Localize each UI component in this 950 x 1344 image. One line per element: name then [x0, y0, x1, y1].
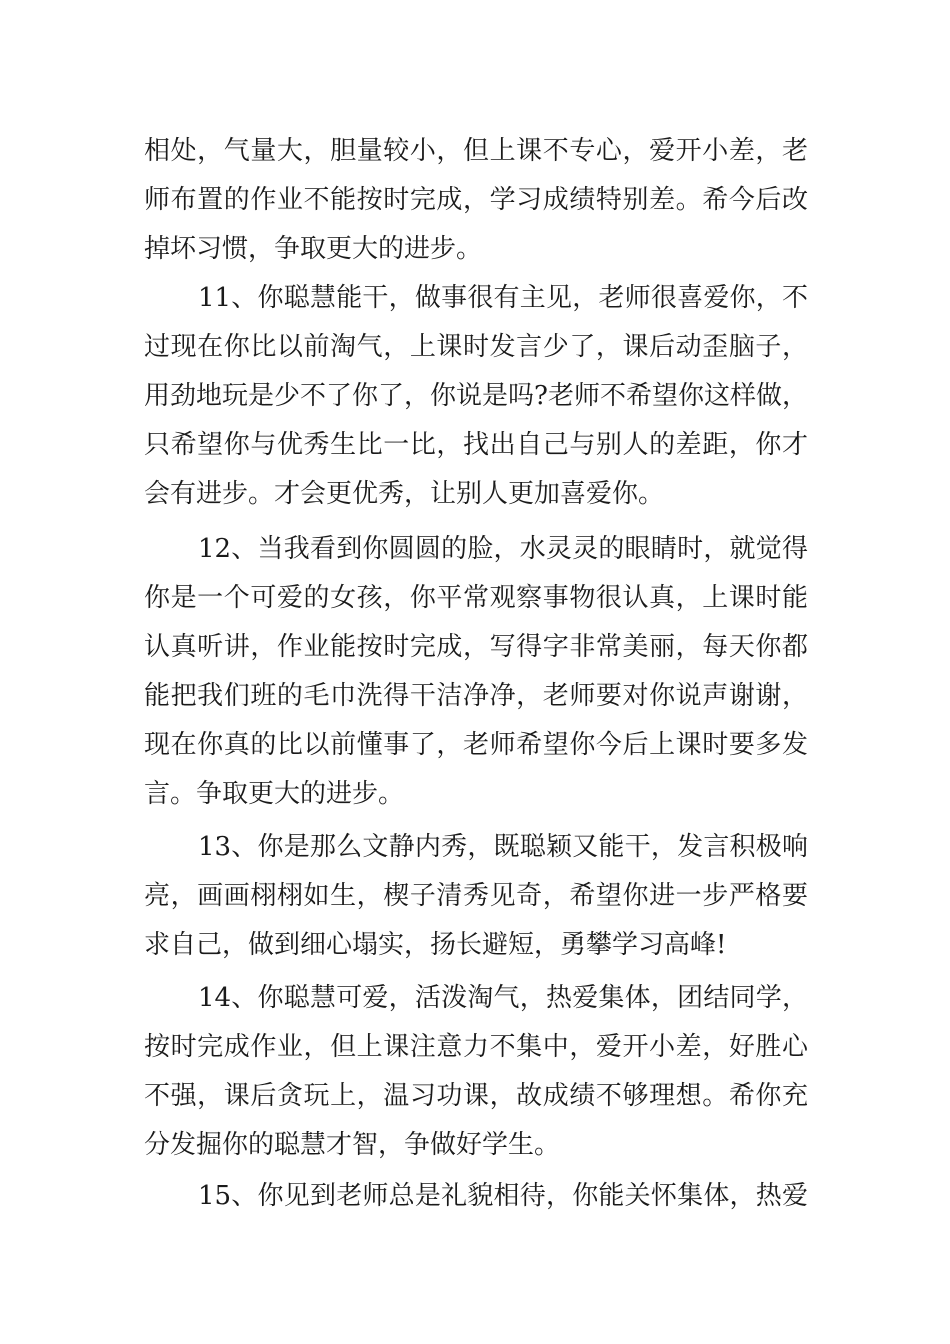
text-line: 用劲地玩是少不了你了，你说是吗?老师不希望你这样做，	[144, 381, 808, 411]
text-line: 不强，课后贪玩上，温习功课，故成绩不够理想。希你充	[144, 1081, 808, 1111]
paragraph-first-line: 11、你聪慧能干，做事很有主见，老师很喜爱你，不	[198, 283, 808, 313]
text-line: 掉坏习惯，争取更大的进步。	[144, 234, 483, 264]
text-line: 认真听讲，作业能按时完成，写得字非常美丽，每天你都	[144, 632, 808, 662]
paragraph-first-line: 12、当我看到你圆圆的脸，水灵灵的眼睛时，就觉得	[198, 534, 808, 564]
text-line: 过现在你比以前淘气，上课时发言少了，课后动歪脑子，	[144, 332, 808, 362]
paragraph-first-line: 13、你是那么文静内秀，既聪颖又能干，发言积极响	[198, 832, 808, 862]
text-line: 能把我们班的毛巾洗得干洁净净，老师要对你说声谢谢，	[144, 681, 808, 711]
paragraph-first-line: 14、你聪慧可爱，活泼淘气，热爱集体，团结同学，	[198, 983, 808, 1013]
text-line: 现在你真的比以前懂事了，老师希望你今后上课时要多发	[144, 730, 808, 760]
text-line: 按时完成作业，但上课注意力不集中，爱开小差，好胜心	[144, 1032, 808, 1062]
text-line: 师布置的作业不能按时完成，学习成绩特别差。希今后改	[144, 185, 808, 215]
text-line: 只希望你与优秀生比一比，找出自己与别人的差距，你才	[144, 430, 808, 460]
text-line: 会有进步。才会更优秀，让别人更加喜爱你。	[144, 479, 665, 509]
paragraph-first-line: 15、你见到老师总是礼貌相待，你能关怀集体，热爱	[198, 1181, 808, 1211]
text-line: 你是一个可爱的女孩，你平常观察事物很认真，上课时能	[144, 583, 808, 613]
text-line: 分发掘你的聪慧才智，争做好学生。	[144, 1130, 561, 1160]
text-line: 言。争取更大的进步。	[144, 779, 405, 809]
text-line: 亮，画画栩栩如生，楔子清秀见奇，希望你进一步严格要	[144, 881, 808, 911]
text-line: 相处，气量大，胆量较小，但上课不专心，爱开小差，老	[144, 136, 808, 166]
text-line: 求自己，做到细心塌实，扬长避短，勇攀学习高峰!	[144, 930, 727, 960]
